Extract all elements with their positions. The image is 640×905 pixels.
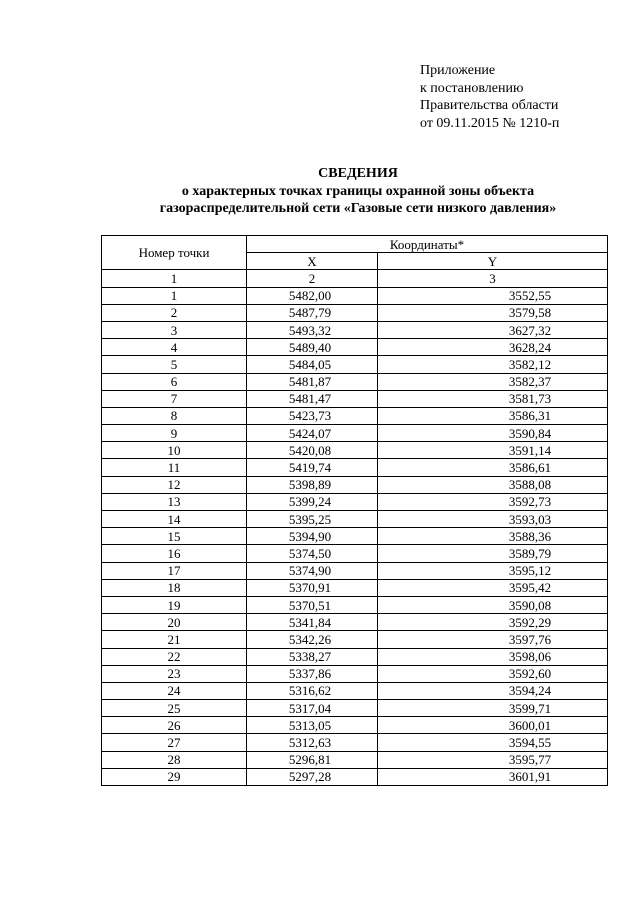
x-coordinate-cell: 5316,62 [247, 682, 378, 699]
x-coordinate-cell: 5370,51 [247, 596, 378, 613]
y-coordinate-cell: 3589,79 [378, 545, 608, 562]
point-number-cell: 23 [102, 665, 247, 682]
point-number-cell: 7 [102, 390, 247, 407]
x-coordinate-cell: 5297,28 [247, 768, 378, 785]
point-number-cell: 19 [102, 596, 247, 613]
y-coordinate-cell: 3597,76 [378, 631, 608, 648]
point-number-cell: 13 [102, 493, 247, 510]
y-coordinate-cell: 3586,61 [378, 459, 608, 476]
table-row [102, 321, 608, 338]
x-coordinate-cell: 5394,90 [247, 528, 378, 545]
y-coordinate-cell: 3592,29 [378, 614, 608, 631]
document-title [0, 165, 640, 218]
x-coordinate-cell: 5423,73 [247, 407, 378, 424]
y-coordinate-cell: 3594,24 [378, 682, 608, 699]
point-number-cell: 27 [102, 734, 247, 751]
point-number-cell: 21 [102, 631, 247, 648]
point-number-cell: 9 [102, 425, 247, 442]
point-number-cell: 8 [102, 407, 247, 424]
point-number-cell: 22 [102, 648, 247, 665]
point-number-cell: 6 [102, 373, 247, 390]
y-coordinate-cell: 3628,24 [378, 339, 608, 356]
y-coordinate-cell: 3593,03 [378, 511, 608, 528]
y-coordinate-cell: 3591,14 [378, 442, 608, 459]
table-row [102, 751, 608, 768]
column-number-row [102, 270, 608, 287]
table-row [102, 407, 608, 424]
column-number: 1 [102, 270, 247, 287]
point-number-cell: 10 [102, 442, 247, 459]
table-row [102, 390, 608, 407]
x-coordinate-cell: 5420,08 [247, 442, 378, 459]
x-coordinate-cell: 5313,05 [247, 717, 378, 734]
table-row [102, 631, 608, 648]
y-coordinate-cell: 3595,12 [378, 562, 608, 579]
table-row [102, 717, 608, 734]
header-coordinates: Координаты* [247, 236, 608, 253]
y-coordinate-cell: 3582,37 [378, 373, 608, 390]
x-coordinate-cell: 5484,05 [247, 356, 378, 373]
table-row [102, 356, 608, 373]
y-coordinate-cell: 3590,08 [378, 596, 608, 613]
table-row [102, 373, 608, 390]
y-coordinate-cell: 3592,73 [378, 493, 608, 510]
point-number-cell: 26 [102, 717, 247, 734]
table-row [102, 304, 608, 321]
point-number-cell: 12 [102, 476, 247, 493]
point-number-cell: 2 [102, 304, 247, 321]
point-number-cell: 1 [102, 287, 247, 304]
appendix-block [420, 62, 559, 132]
x-coordinate-cell: 5489,40 [247, 339, 378, 356]
table-row [102, 476, 608, 493]
table-row [102, 459, 608, 476]
x-coordinate-cell: 5374,50 [247, 545, 378, 562]
table-row [102, 528, 608, 545]
y-coordinate-cell: 3588,08 [378, 476, 608, 493]
y-coordinate-cell: 3595,42 [378, 579, 608, 596]
table-row [102, 511, 608, 528]
title-subheading: газораспределительной сети «Газовые сети низкого давления» [159, 201, 557, 216]
table-row [102, 562, 608, 579]
header-point-number: Номер точки [102, 236, 247, 270]
x-coordinate-cell: 5481,47 [247, 390, 378, 407]
table-header-row [102, 236, 608, 253]
header-y: Y [378, 253, 608, 270]
title-heading: СВЕДЕНИЯ [318, 166, 398, 181]
x-coordinate-cell: 5398,89 [247, 476, 378, 493]
point-number-cell: 25 [102, 700, 247, 717]
x-coordinate-cell: 5395,25 [247, 511, 378, 528]
x-coordinate-cell: 5424,07 [247, 425, 378, 442]
table-row [102, 734, 608, 751]
point-number-cell: 11 [102, 459, 247, 476]
x-coordinate-cell: 5312,63 [247, 734, 378, 751]
x-coordinate-cell: 5338,27 [247, 648, 378, 665]
point-number-cell: 28 [102, 751, 247, 768]
title-subheading: о характерных точках границы охранной зоны объекта [181, 183, 535, 199]
point-number-cell: 24 [102, 682, 247, 699]
y-coordinate-cell: 3582,12 [378, 356, 608, 373]
y-coordinate-cell: 3598,06 [378, 648, 608, 665]
x-coordinate-cell: 5493,32 [247, 321, 378, 338]
y-coordinate-cell: 3581,73 [378, 390, 608, 407]
table-row [102, 339, 608, 356]
x-coordinate-cell: 5374,90 [247, 562, 378, 579]
y-coordinate-cell: 3586,31 [378, 407, 608, 424]
x-coordinate-cell: 5341,84 [247, 614, 378, 631]
appendix-line: Приложение [420, 63, 496, 78]
table-row [102, 545, 608, 562]
point-number-cell: 18 [102, 579, 247, 596]
y-coordinate-cell: 3601,91 [378, 768, 608, 785]
x-coordinate-cell: 5481,87 [247, 373, 378, 390]
point-number-cell: 16 [102, 545, 247, 562]
table-row [102, 665, 608, 682]
x-coordinate-cell: 5370,91 [247, 579, 378, 596]
table-row [102, 493, 608, 510]
y-coordinate-cell: 3627,32 [378, 321, 608, 338]
point-number-cell: 15 [102, 528, 247, 545]
table-row [102, 648, 608, 665]
table-row [102, 425, 608, 442]
x-coordinate-cell: 5296,81 [247, 751, 378, 768]
appendix-line: к постановлению [420, 80, 524, 96]
y-coordinate-cell: 3592,60 [378, 665, 608, 682]
table-row [102, 700, 608, 717]
y-coordinate-cell: 3590,84 [378, 425, 608, 442]
point-number-cell: 4 [102, 339, 247, 356]
y-coordinate-cell: 3600,01 [378, 717, 608, 734]
point-number-cell: 14 [102, 511, 247, 528]
column-number: 2 [247, 270, 378, 287]
column-number: 3 [378, 270, 608, 287]
y-coordinate-cell: 3579,58 [378, 304, 608, 321]
coordinates-table [101, 235, 608, 786]
table-row [102, 614, 608, 631]
x-coordinate-cell: 5317,04 [247, 700, 378, 717]
x-coordinate-cell: 5342,26 [247, 631, 378, 648]
y-coordinate-cell: 3599,71 [378, 700, 608, 717]
x-coordinate-cell: 5487,79 [247, 304, 378, 321]
table-row [102, 596, 608, 613]
y-coordinate-cell: 3595,77 [378, 751, 608, 768]
x-coordinate-cell: 5399,24 [247, 493, 378, 510]
x-coordinate-cell: 5337,86 [247, 665, 378, 682]
header-x: X [247, 253, 378, 270]
table-row [102, 768, 608, 785]
point-number-cell: 3 [102, 321, 247, 338]
point-number-cell: 17 [102, 562, 247, 579]
table-row [102, 442, 608, 459]
y-coordinate-cell: 3588,36 [378, 528, 608, 545]
appendix-line: от 09.11.2015 № 1210-п [420, 115, 560, 131]
point-number-cell: 29 [102, 768, 247, 785]
x-coordinate-cell: 5419,74 [247, 459, 378, 476]
appendix-line: Правительства области [420, 98, 559, 113]
point-number-cell: 5 [102, 356, 247, 373]
table-row [102, 579, 608, 596]
table-row [102, 682, 608, 699]
y-coordinate-cell: 3552,55 [378, 287, 608, 304]
x-coordinate-cell: 5482,00 [247, 287, 378, 304]
table-row [102, 287, 608, 304]
point-number-cell: 20 [102, 614, 247, 631]
y-coordinate-cell: 3594,55 [378, 734, 608, 751]
